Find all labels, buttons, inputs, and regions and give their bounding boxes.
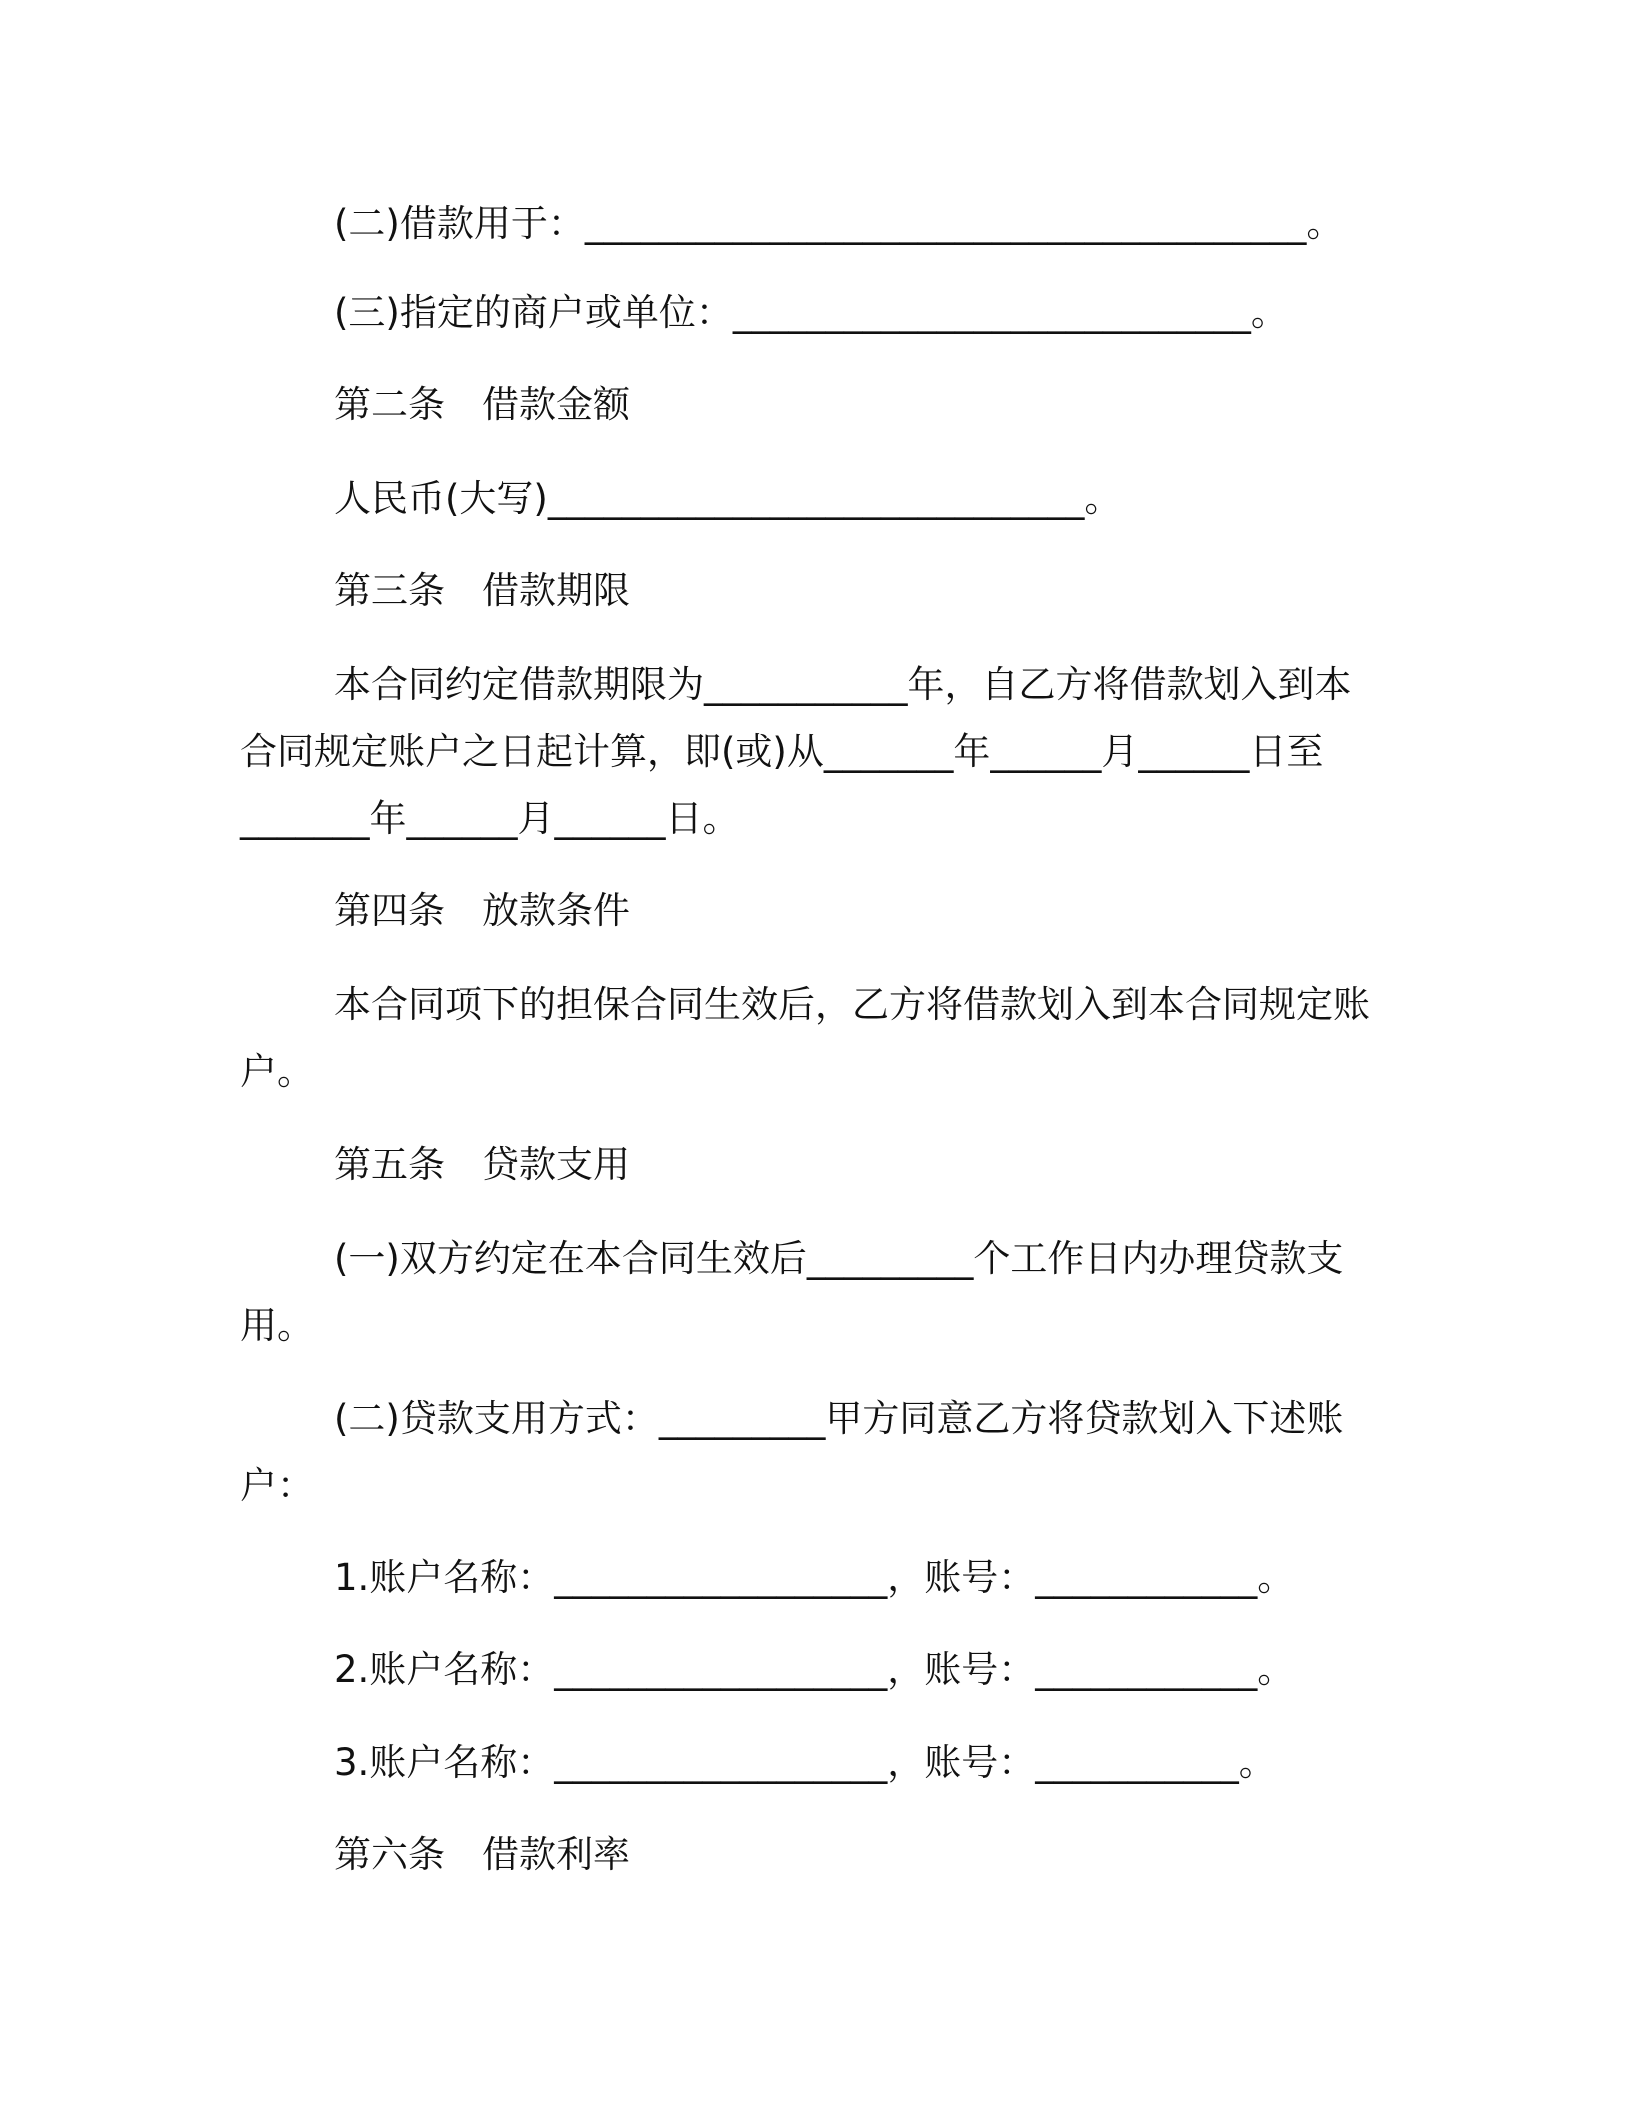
article-5-item-2-line-1: (二)贷款支用方式：_________甲方同意乙方将贷款划入下述账 <box>334 1397 1344 1440</box>
account-line-1: 1.账户名称：__________________，账号：____________。 <box>334 1556 1295 1599</box>
article-4-paragraph-line-1: 本合同项下的担保合同生效后，乙方将借款划入到本合同规定账 <box>334 983 1370 1026</box>
article-5-item-1-line-1: (一)双方约定在本合同生效后_________个工作日内办理贷款支 <box>334 1237 1344 1280</box>
article-5-item-1-line-2: 用。 <box>240 1304 314 1347</box>
article-3-paragraph-line-2: 合同规定账户之日起计算，即(或)从_______年______月______日至 <box>240 730 1324 773</box>
article-6-heading: 第六条 借款利率 <box>334 1833 630 1876</box>
article-2-heading: 第二条 借款金额 <box>334 383 630 426</box>
account-line-2: 2.账户名称：__________________，账号：____________。 <box>334 1648 1295 1691</box>
article-3-paragraph-line-3: _______年______月______日。 <box>240 797 740 840</box>
clause-1-item-2: (二)借款用于：_______________________________________。 <box>334 202 1344 245</box>
article-4-paragraph-line-2: 户。 <box>240 1050 314 1093</box>
account-line-3: 3.账户名称：__________________，账号：___________。 <box>334 1741 1276 1784</box>
article-5-heading: 第五条 贷款支用 <box>334 1143 630 1186</box>
article-3-heading: 第三条 借款期限 <box>334 569 630 612</box>
article-2-amount: 人民币(大写)_____________________________。 <box>334 477 1122 520</box>
article-4-heading: 第四条 放款条件 <box>334 889 630 932</box>
article-5-item-2-line-2: 户： <box>240 1464 314 1507</box>
clause-1-item-3: (三)指定的商户或单位：____________________________。 <box>334 291 1288 334</box>
article-3-paragraph-line-1: 本合同约定借款期限为___________年，自乙方将借款划入到本 <box>334 663 1352 706</box>
